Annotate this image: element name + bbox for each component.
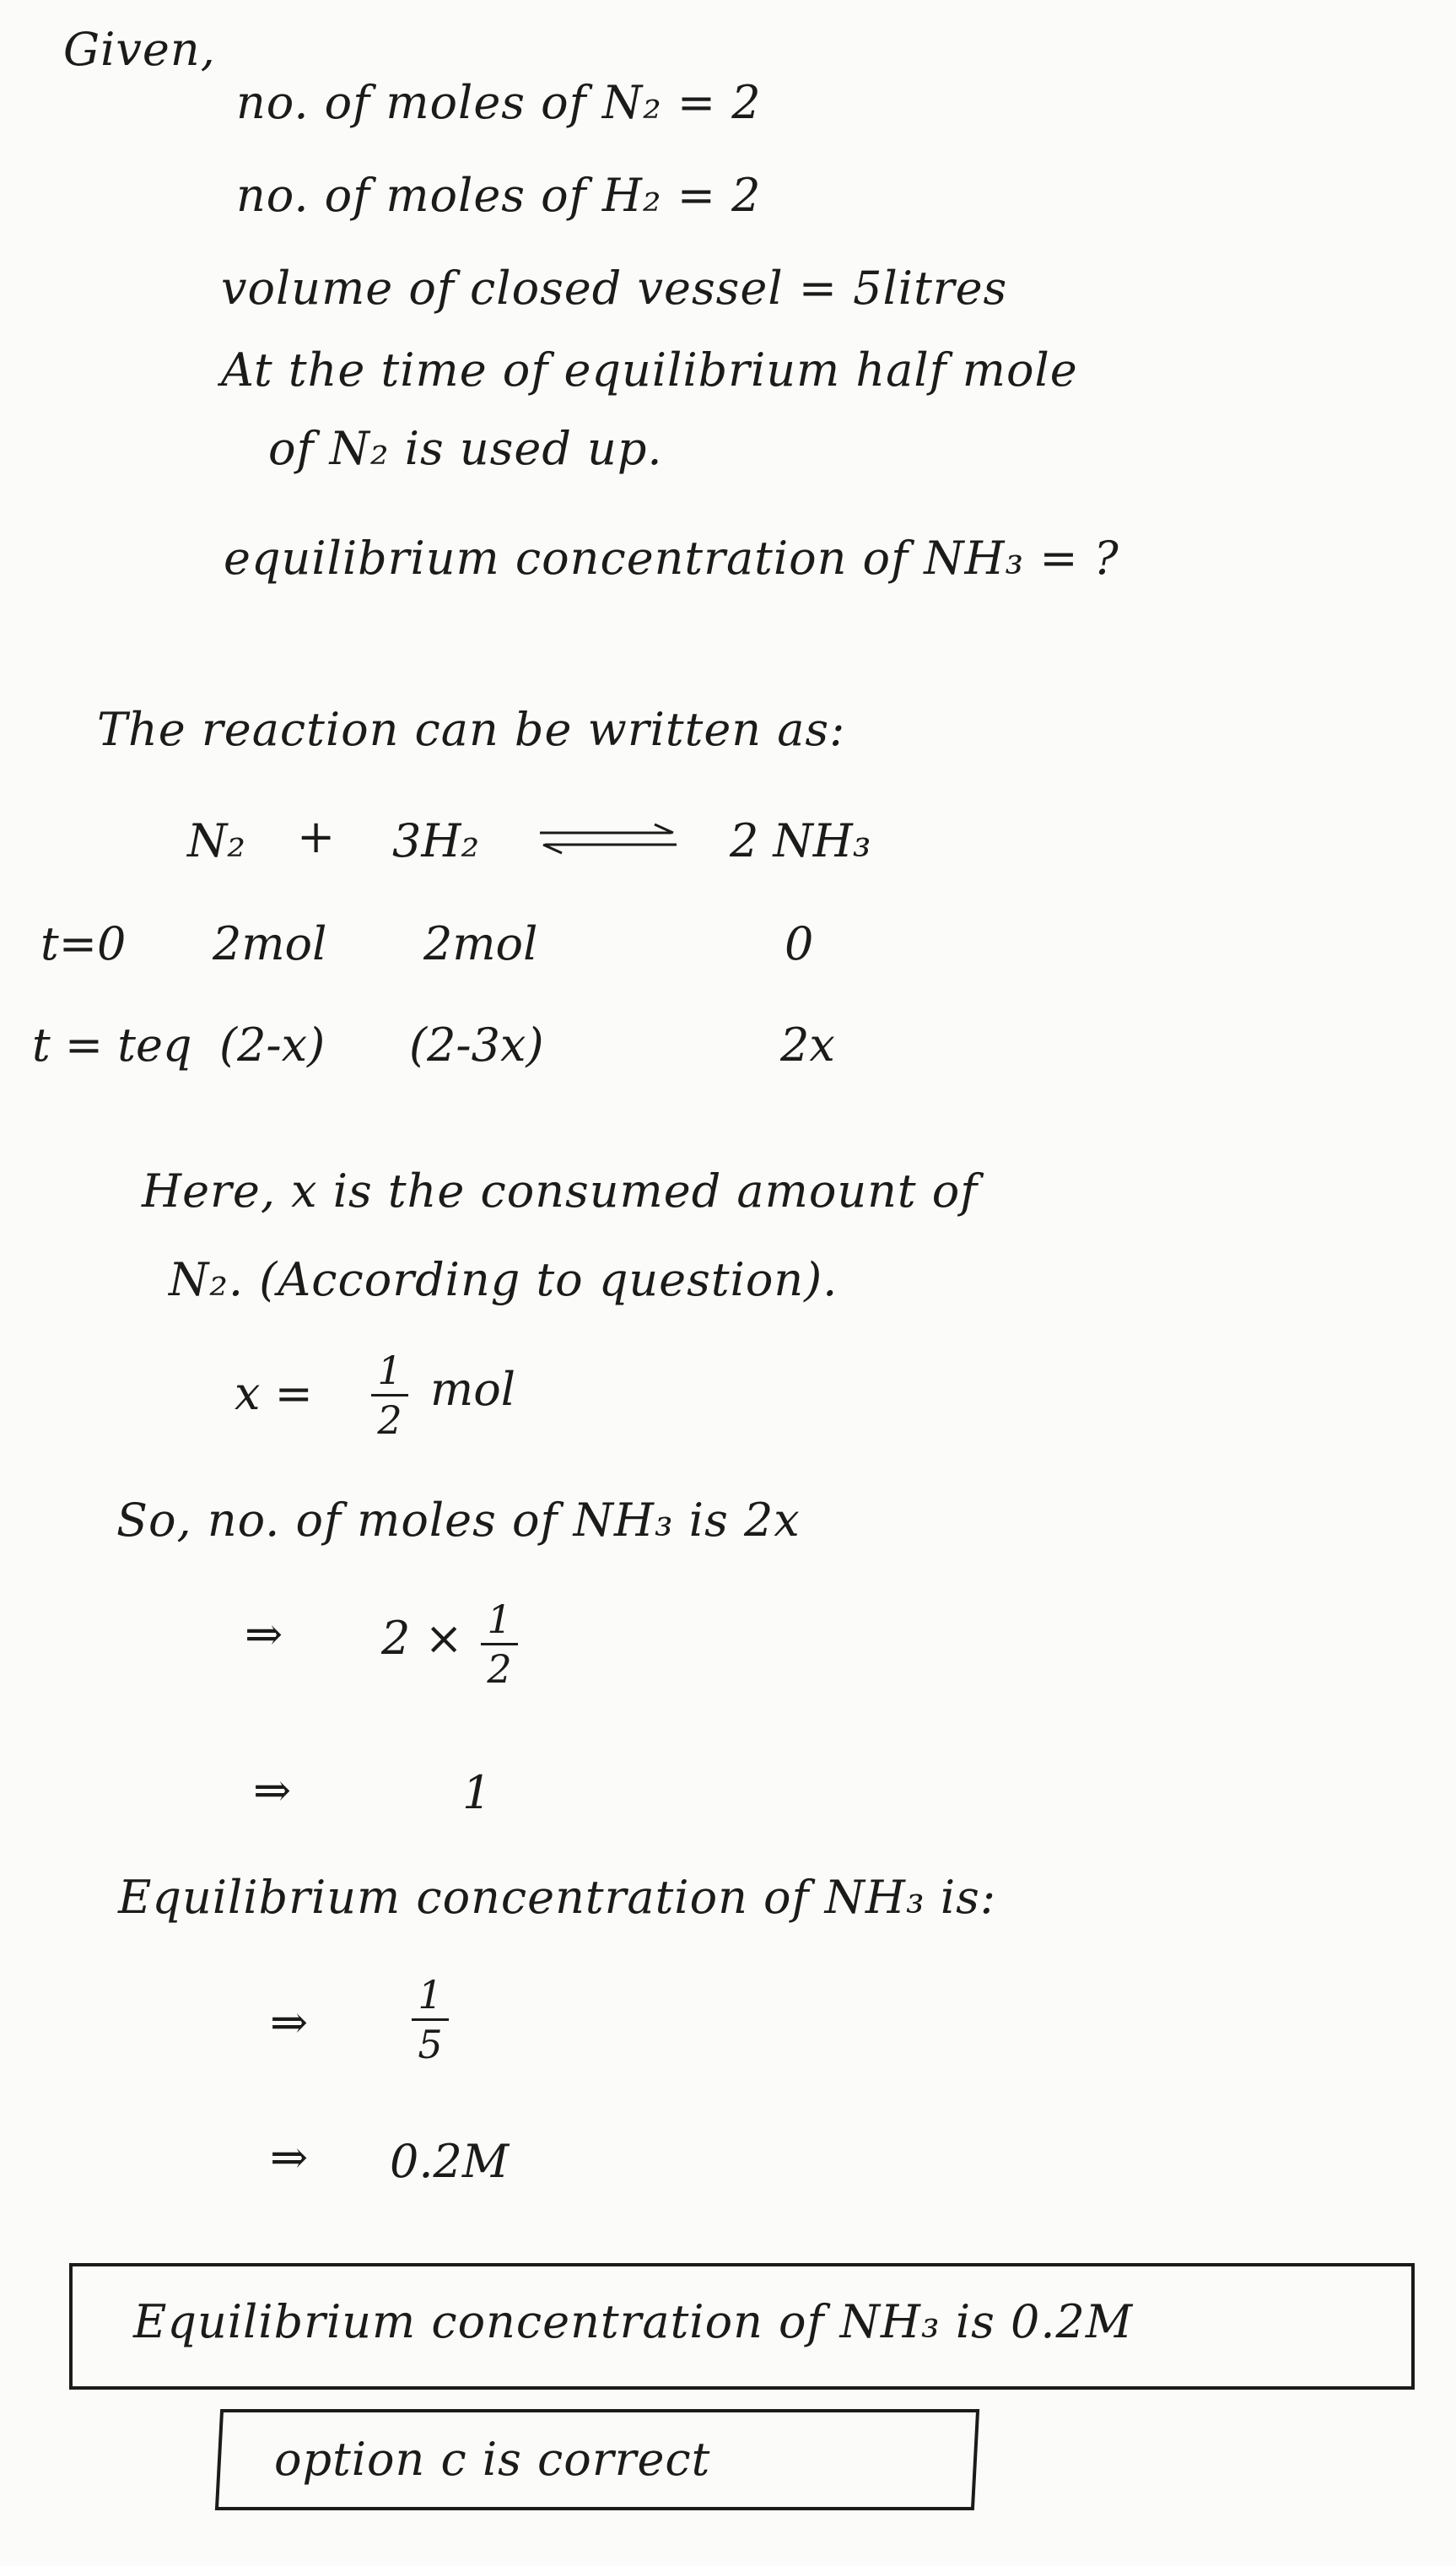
row-t0-h2: 2mol xyxy=(423,917,538,970)
given-line-n2-moles: no. of moles of N₂ = 2 xyxy=(236,76,762,129)
answer-text: Equilibrium concentration of NH₃ is 0.2M xyxy=(133,2295,1134,2348)
equilibrium-arrow-icon xyxy=(537,823,680,856)
row-teq-nh3: 2x xyxy=(780,1018,835,1072)
step1-prefix: 2 × xyxy=(381,1612,463,1665)
explanation-line-1: Here, x is the consumed amount of xyxy=(142,1164,979,1218)
reactant-n2: N₂ xyxy=(187,814,245,867)
plus-sign: + xyxy=(297,810,336,863)
implies-icon: ⇒ xyxy=(245,1607,283,1661)
given-line-question: equilibrium concentration of NH₃ = ? xyxy=(224,532,1119,585)
x-unit: mol xyxy=(430,1363,515,1416)
x-fraction xyxy=(371,1348,408,1444)
step2-value: 1 xyxy=(462,1766,492,1819)
given-line-volume: volume of closed vessel = 5litres xyxy=(221,262,1008,315)
option-text: option c is correct xyxy=(274,2433,711,2486)
x-equals: x = xyxy=(235,1367,313,1420)
step3-fraction xyxy=(412,1974,449,2066)
step3-numerator: 1 xyxy=(418,1972,443,2018)
reactant-h2: 3H₂ xyxy=(392,814,480,867)
row-t0-nh3: 0 xyxy=(785,917,814,970)
row-t0-label: t=0 xyxy=(40,917,127,970)
step4-value: 0.2M xyxy=(390,2135,510,2188)
x-fraction-numerator: 1 xyxy=(377,1348,402,1393)
row-teq-label: t = teq xyxy=(32,1018,192,1072)
given-line-n2-used: of N₂ is used up. xyxy=(268,422,663,475)
row-teq-n2: (2-x) xyxy=(219,1018,326,1072)
product-nh3: 2 NH₃ xyxy=(730,814,871,867)
step1-fraction xyxy=(481,1596,518,1693)
moles-nh3-line: So, no. of moles of NH₃ is 2x xyxy=(116,1494,801,1547)
concentration-line: Equilibrium concentration of NH₃ is: xyxy=(118,1871,997,1924)
implies-icon: ⇒ xyxy=(253,1764,292,1817)
row-t0-n2: 2mol xyxy=(213,917,327,970)
explanation-line-2: N₂. (According to question). xyxy=(169,1253,839,1306)
reaction-intro: The reaction can be written as: xyxy=(97,703,846,756)
step1-denominator: 2 xyxy=(487,1646,512,1693)
implies-icon: ⇒ xyxy=(270,2131,309,2184)
given-line-h2-moles: no. of moles of H₂ = 2 xyxy=(236,169,762,222)
step3-denominator: 5 xyxy=(418,2022,443,2068)
step1-numerator: 1 xyxy=(487,1596,512,1642)
implies-icon: ⇒ xyxy=(270,1996,309,2049)
row-teq-h2: (2-3x) xyxy=(409,1018,544,1072)
given-heading: Given, xyxy=(63,23,216,76)
x-fraction-denominator: 2 xyxy=(377,1397,402,1444)
given-line-equilibrium: At the time of equilibrium half mole xyxy=(221,343,1078,397)
